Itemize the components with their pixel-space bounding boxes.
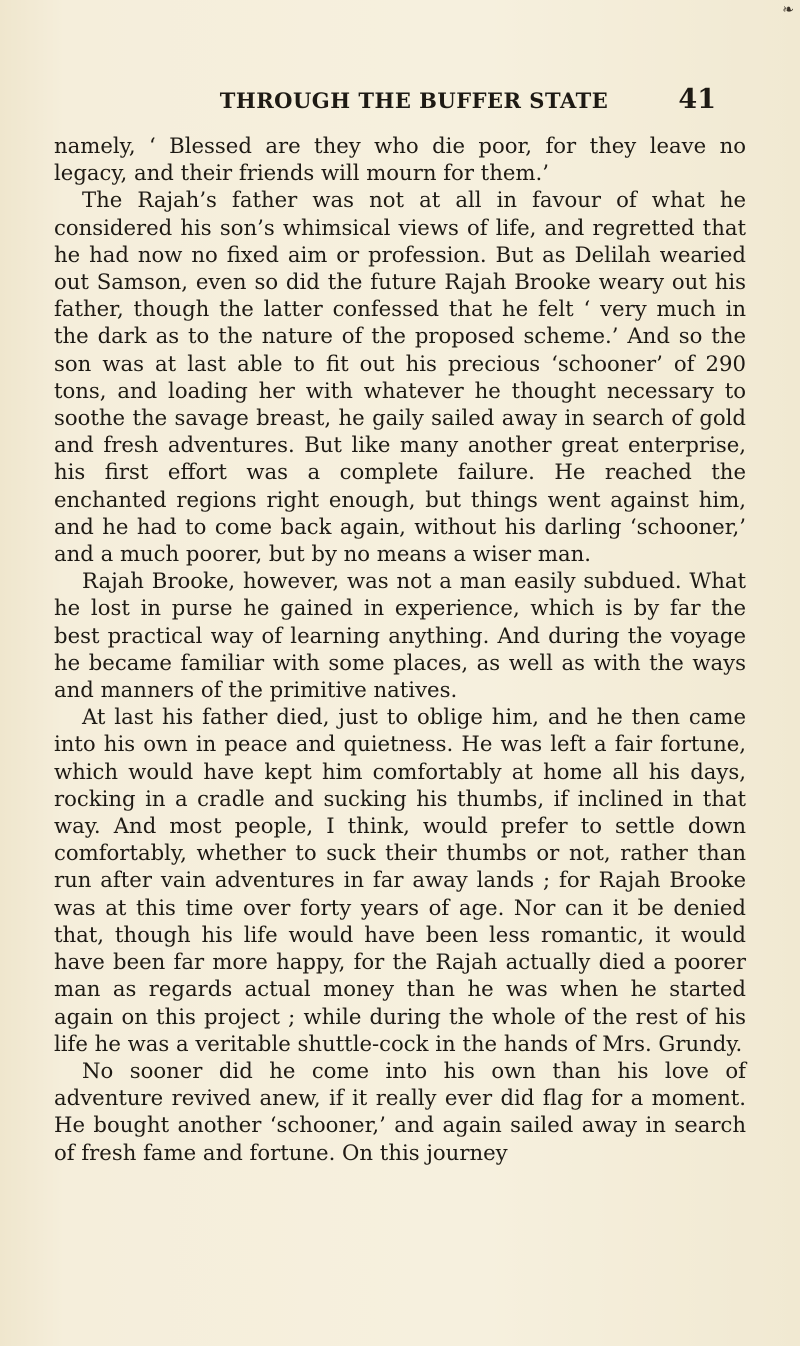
body-text xyxy=(54,132,746,1166)
running-head: THROUGH THE BUFFER STATE xyxy=(219,88,609,113)
paragraph-3: Rajah Brooke, however, was not a man easily subdued. What he lost in purse he gained in experience, which is by far the best practical way of learning anything. And during the voyage he became familiar with some places, as well as with the ways and manners of the primitive natives. xyxy=(54,568,746,703)
page-number: 41 xyxy=(678,84,716,115)
paragraph-1: namely, ‘ Blessed are they who die poor, for they leave no legacy, and their friends will mourn for them.’ xyxy=(54,133,746,186)
paragraph-4: At last his father died, just to oblige him, and he then came into his own in peace and quietness. He was left a fair fortune, which would have kept him comfortably at home all his days, rocking in a cradle and sucking his thumbs, if inclined in that way. And most people, I think, would prefer to settle down comfortably, whether to suck their thumbs or not, rather than run after vain adventures in far away lands ; for Rajah Brooke was at this time over forty years of age. Nor can it be denied that, though his life would have been less romantic, it would have been far more happy, for the Rajah actually died a poorer man as regards actual money than he was when he started again on this project ; while during the whole of the rest of his life he was a veritable shuttle-cock in the hands of Mrs. Grundy. xyxy=(54,704,746,1056)
paragraph-2: The Rajah’s father was not at all in favour of what he considered his son’s whimsical views of life, and regretted that he had now no fixed aim or profession. But as Delilah wearied out Samson, even so did the future Rajah Brooke weary out his father, though the latter confessed that he felt ‘ very much in the dark as to the nature of the proposed scheme.’ And so the son was at last able to fit out his precious ‘schooner’ of 290 tons, and loading her with whatever he thought necessary to soothe the savage breast, he gaily sailed away in search of gold and fresh adventures. But like many another great enterprise, his first effort was a complete failure. He reached the enchanted regions right enough, but things went against him, and he had to come back again, without his darling ‘schooner,’ and a much poorer, but by no means a wiser man. xyxy=(54,187,746,567)
corner-mark: ❧ xyxy=(782,2,794,18)
paragraph-5: No sooner did he come into his own than his love of adventure revived anew, if it really ever did flag for a moment. He bought another ‘schooner,’ and again sailed away in search of fresh fame and fortune. On this journey xyxy=(54,1057,746,1165)
